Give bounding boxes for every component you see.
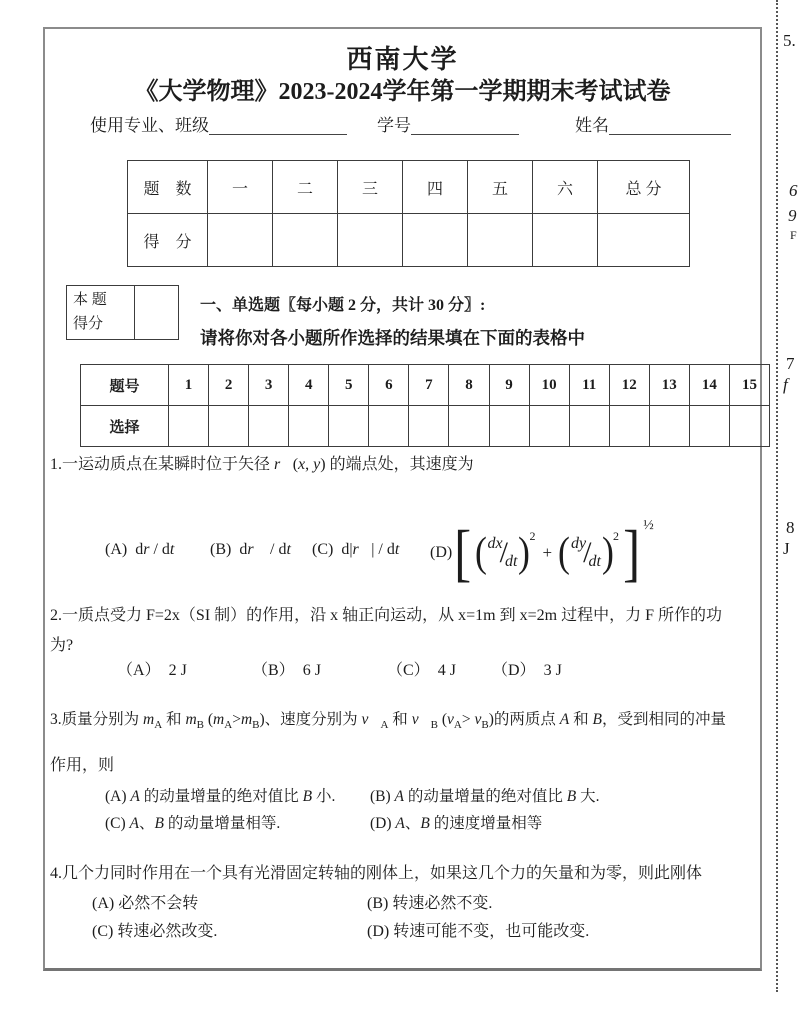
question-number-cell: 10	[529, 365, 569, 406]
question-number-cell: 2	[209, 365, 249, 406]
answer-cell	[169, 406, 209, 447]
score-empty-cell	[208, 214, 273, 267]
table-row	[128, 161, 690, 214]
option-c: （C） 4 J	[387, 662, 456, 679]
student-id-label: 学号	[377, 116, 411, 135]
edge-fragment: 5.	[783, 31, 796, 50]
exponent-one-half: ½	[643, 517, 654, 533]
answer-cell	[649, 406, 689, 447]
section-score-empty-cell	[135, 286, 179, 340]
major-class-label: 使用专业、班级	[90, 116, 209, 135]
left-bracket: [	[454, 516, 472, 588]
answer-cell	[289, 406, 329, 447]
right-bracket: ]	[623, 516, 641, 588]
question-number-cell: 4	[289, 365, 329, 406]
answer-cell	[409, 406, 449, 447]
exam-page-frame	[43, 27, 762, 971]
score-header-cell: 题 数	[128, 161, 208, 214]
score-empty-cell	[533, 214, 598, 267]
question-1-options	[45, 497, 764, 609]
answer-cell	[489, 406, 529, 447]
answer-cell	[609, 406, 649, 447]
option-a: (A) dr / dt	[105, 541, 175, 558]
question-number-cell: 5	[329, 365, 369, 406]
answer-cell	[529, 406, 569, 447]
score-summary-table	[127, 160, 690, 267]
question-number-cell: 8	[449, 365, 489, 406]
question-3-text: 3.质量分别为 $m_A$ 和 $m_B$ $(m_A>m_B)$、速度分别为 $v⃗_A$ 和 $v⃗_B$ $(v_A> v_B)$的两质点 A 和 B，受到相同的冲量	[50, 711, 726, 732]
student-id-blank	[411, 115, 519, 135]
option-b: (B) 转速必然不变.	[367, 895, 493, 912]
section-score-label: 本 题 得分	[67, 286, 135, 340]
option-b: (B) A 的动量增量的绝对值比 B 大.	[370, 788, 600, 805]
question-number-cell: 7	[409, 365, 449, 406]
table-row	[81, 365, 770, 406]
score-empty-cell	[468, 214, 533, 267]
university-title: 西南大学	[346, 45, 459, 74]
score-header-cell: 总 分	[598, 161, 690, 214]
edge-fragment: f	[783, 375, 788, 394]
question-number-cell: 6	[369, 365, 409, 406]
exam-title: 《大学物理》2023-2024学年第一学期期末考试试卷	[134, 79, 671, 105]
name-blank	[609, 115, 731, 135]
score-empty-cell	[338, 214, 403, 267]
option-d	[430, 497, 653, 609]
table-row	[128, 214, 690, 267]
score-empty-cell	[598, 214, 690, 267]
answer-cell	[689, 406, 729, 447]
question-number-cell: 13	[649, 365, 689, 406]
option-c: (C) A、B 的动量增量相等.	[105, 815, 281, 832]
section-instruction: 请将你对各小题所作选择的结果填在下面的表格中	[200, 328, 585, 348]
section-score-box	[66, 285, 179, 340]
answer-cell	[569, 406, 609, 447]
section-heading: 一、单选题〖每小题 2 分，共计 30 分〗:	[200, 297, 486, 314]
question-number-cell: 15	[729, 365, 769, 406]
score-header-cell: 三	[338, 161, 403, 214]
option-c: (C) d|r⃗| / dt	[312, 541, 400, 558]
answer-cell	[329, 406, 369, 447]
score-header-cell: 一	[208, 161, 273, 214]
formula-root-sum-squares: (D) [ ( dx / dt ) 2 + ( dy / dt ) 2 ] ½	[430, 516, 654, 588]
answer-cell	[729, 406, 769, 447]
option-a: (A) 必然不会转	[92, 895, 199, 912]
edge-fragment: 9	[788, 206, 797, 225]
question-number-cell: 1	[169, 365, 209, 406]
question-number-cell: 11	[569, 365, 609, 406]
edge-fragment: 6	[789, 181, 798, 200]
score-header-cell: 六	[533, 161, 598, 214]
question-2-text: 2.一质点受力 F=2x（SI 制）的作用，沿 x 轴正向运动，从 x=1m 到 x=2m 过程中，力 F 所作的功	[50, 607, 722, 624]
option-c: (C) 转速必然改变.	[92, 923, 218, 940]
option-b: (B) dr⃗ / dt	[210, 541, 291, 558]
question-number-cell: 3	[249, 365, 289, 406]
table-row	[81, 406, 770, 447]
edge-fragment: J	[783, 539, 790, 558]
option-d: (D) A、B 的速度增量相等	[370, 815, 543, 832]
name-label: 姓名	[575, 116, 609, 135]
question-2-options	[45, 657, 764, 681]
question-number-cell: 9	[489, 365, 529, 406]
score-row-label: 得 分	[128, 214, 208, 267]
option-d: （D） 3 J	[492, 662, 562, 679]
major-class-blank	[209, 115, 347, 135]
answer-cell	[449, 406, 489, 447]
question-3-text-cont: 作用，则	[50, 757, 115, 774]
answer-grid-table	[80, 364, 770, 447]
question-1-text: 1.一运动质点在某瞬时位于矢径 r⃗(x, y) 的端点处，其速度为	[50, 456, 474, 473]
question-number-cell: 14	[689, 365, 729, 406]
answer-row-label: 题号	[81, 365, 169, 406]
option-b: （B） 6 J	[252, 662, 321, 679]
edge-fragment: F	[790, 228, 797, 242]
answer-cell	[369, 406, 409, 447]
edge-fragment: 7	[786, 354, 795, 373]
score-header-cell: 二	[273, 161, 338, 214]
question-2-text-cont: 为?	[50, 637, 74, 654]
answer-cell	[209, 406, 249, 447]
answer-cell	[249, 406, 289, 447]
option-a: （A） 2 J	[117, 662, 187, 679]
question-4-text: 4.几个力同时作用在一个具有光滑固定转轴的刚体上，如果这几个力的矢量和为零，则此刚体	[50, 865, 703, 882]
option-a: (A) A 的动量增量的绝对值比 B 小.	[105, 788, 336, 805]
option-d: (D) 转速可能不变，也可能改变.	[367, 923, 590, 940]
answer-row-label: 选择	[81, 406, 169, 447]
question-number-cell: 12	[609, 365, 649, 406]
student-info-line	[90, 111, 750, 136]
score-empty-cell	[403, 214, 468, 267]
score-empty-cell	[273, 214, 338, 267]
page-cut-dashed-line	[776, 0, 778, 992]
edge-fragment: 8	[786, 518, 795, 537]
score-header-cell: 四	[403, 161, 468, 214]
score-header-cell: 五	[468, 161, 533, 214]
table-row	[67, 286, 179, 340]
